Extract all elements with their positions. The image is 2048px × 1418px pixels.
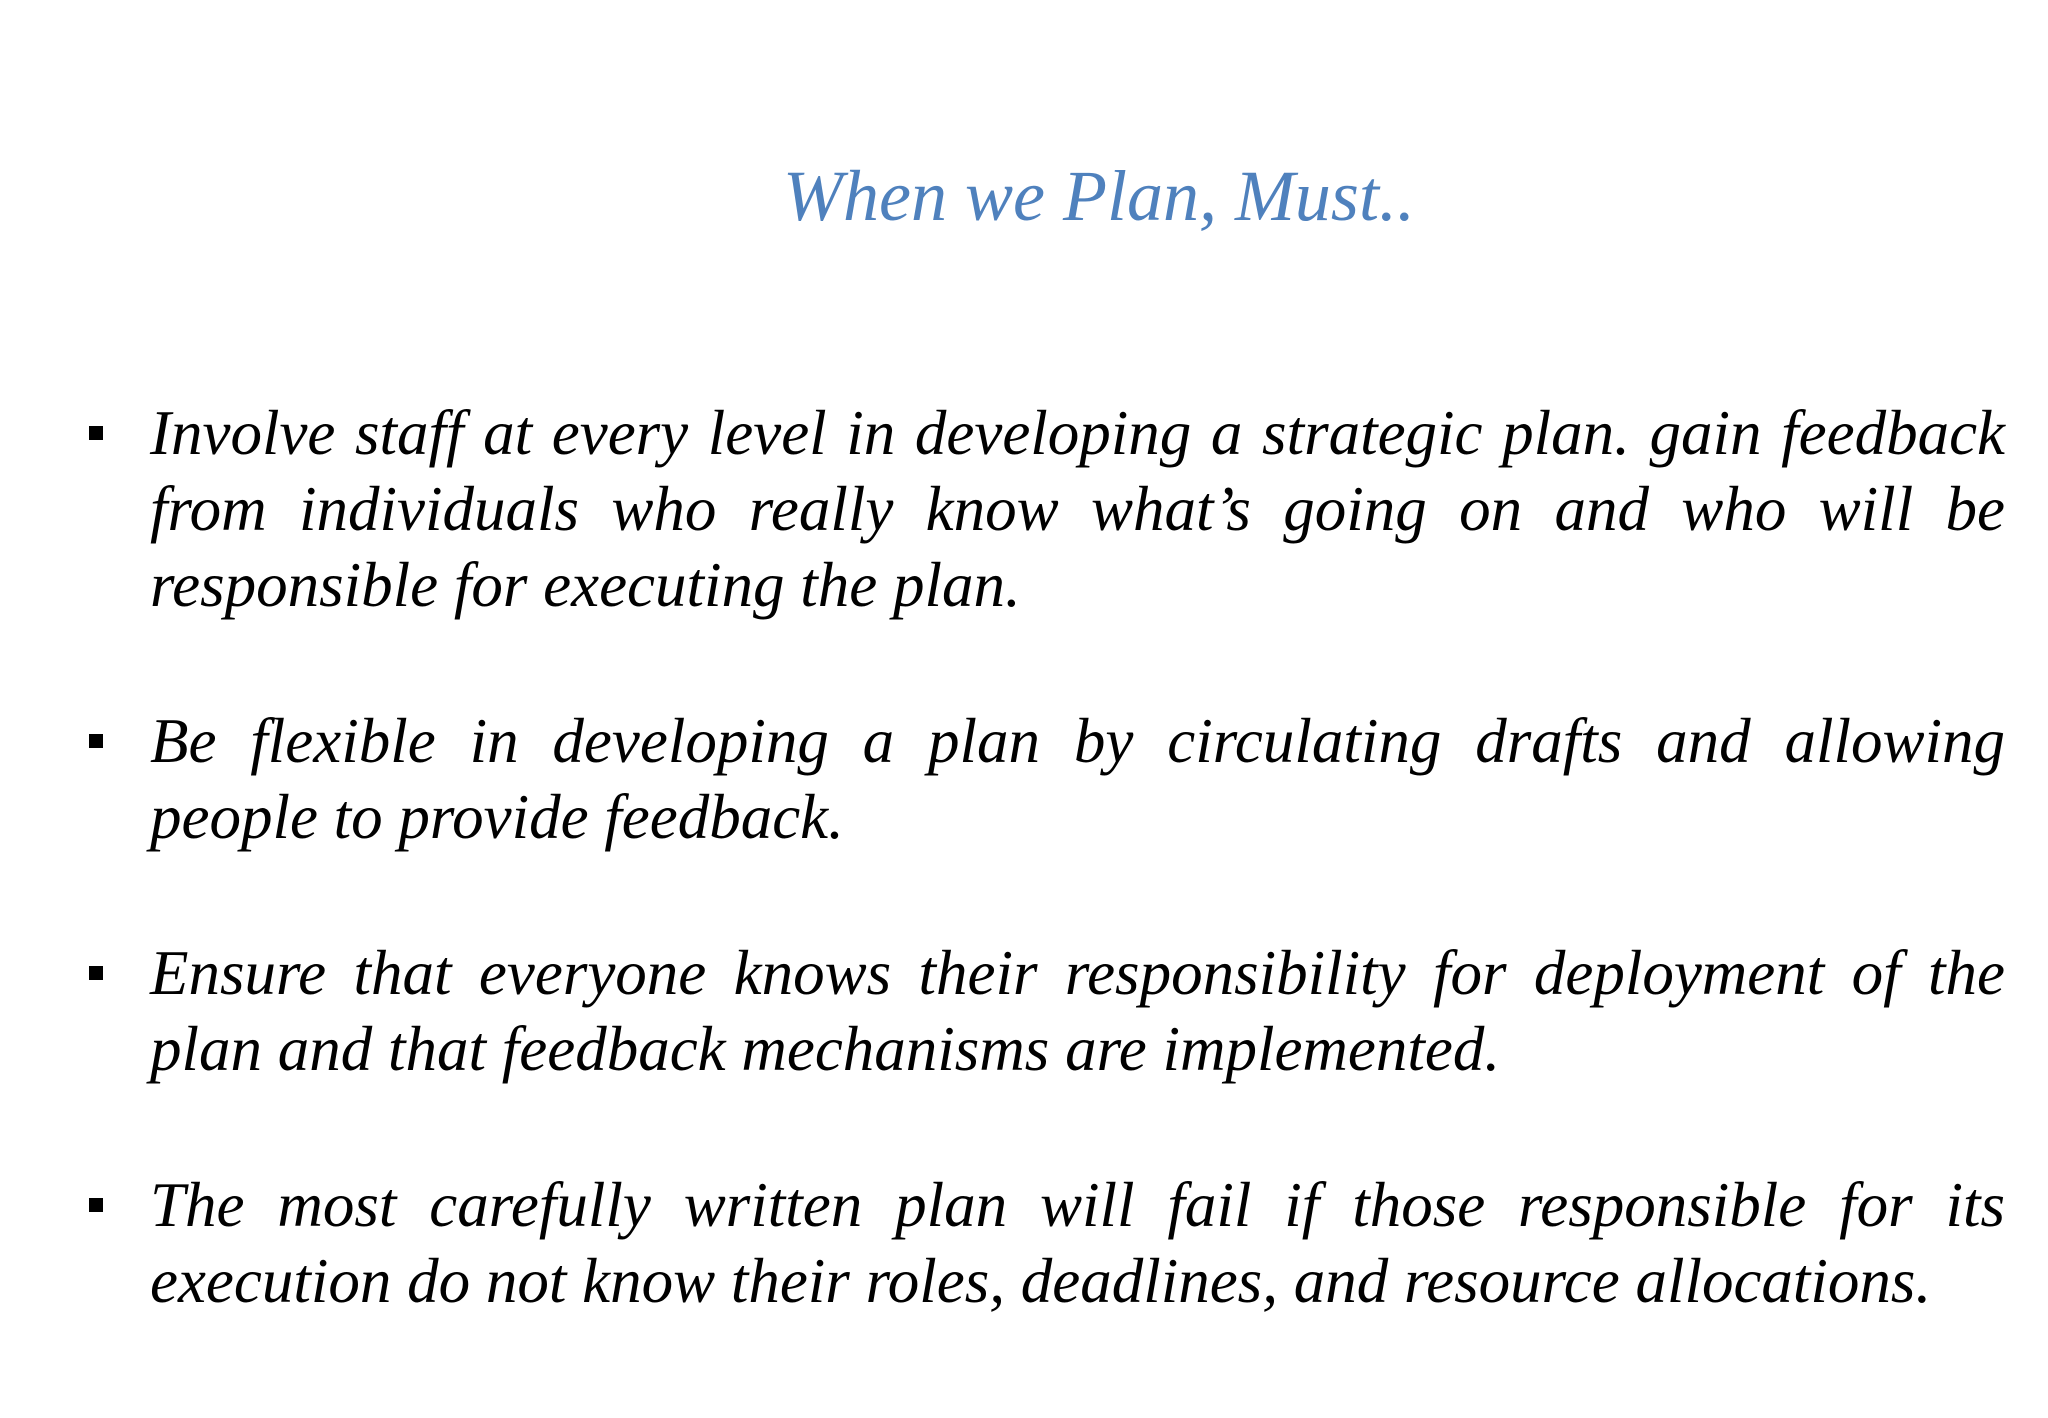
bullet-item	[85, 395, 2005, 623]
bullet-text: Involve staff at every level in developing a strategic plan. gain feedback from individuals who really know what’s going on and who will be responsible for executing the plan.	[150, 398, 2005, 620]
bullet-text: The most carefully written plan will fail if those responsible for its execution do not know their roles, deadlines, and resource allocations.	[150, 1170, 2005, 1316]
bullet-list	[85, 395, 2005, 1319]
bullet-item	[85, 935, 2005, 1087]
square-bullet-icon	[89, 734, 103, 748]
slide-title: When we Plan, Must..	[783, 156, 1415, 236]
square-bullet-icon	[89, 426, 103, 440]
bullet-text: Ensure that everyone knows their responsibility for deployment of the plan and that feedback mechanisms are implemented.	[150, 938, 2005, 1084]
bullet-item	[85, 703, 2005, 855]
square-bullet-icon	[89, 1198, 103, 1212]
bullet-item	[85, 1167, 2005, 1319]
bullet-text: Be flexible in developing a plan by circulating drafts and allowing people to provide feedback.	[150, 706, 2005, 852]
square-bullet-icon	[89, 966, 103, 980]
